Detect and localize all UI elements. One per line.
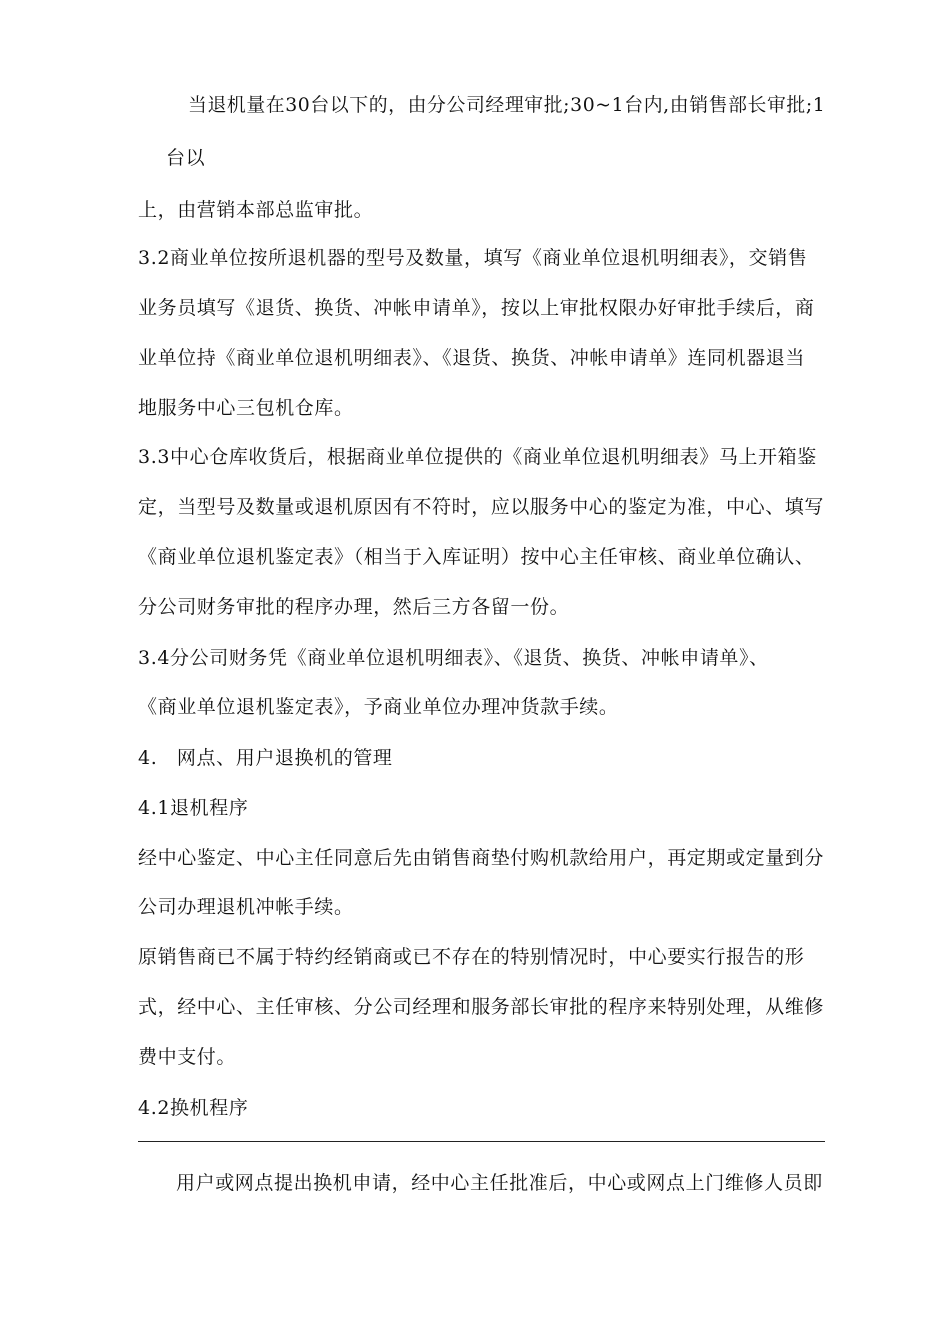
text-line: 《商业单位退机鉴定表》（相当于入库证明）按中心主任审核、商业单位确认、 [138, 546, 815, 568]
text-line: 业单位持《商业单位退机明细表》、《退货、换货、冲帐申请单》连同机器退当 [138, 347, 806, 369]
horizontal-rule [138, 1141, 825, 1142]
text-line: 分公司财务审批的程序办理，然后三方各留一份。 [138, 596, 570, 618]
text-line: 3.4分公司财务凭《商业单位退机明细表》、《退货、换货、冲帐申请单》、 [138, 647, 769, 669]
subsection-heading: 4.2换机程序 [138, 1097, 249, 1119]
text-line: 3.2商业单位按所退机器的型号及数量，填写《商业单位退机明细表》，交销售 [138, 247, 808, 269]
text-line: 费中支付。 [138, 1046, 237, 1068]
text-line: 当退机量在30台以下的，由分公司经理审批;30~1台内,由销售部长审批;1 [188, 95, 826, 116]
text-line: 原销售商已不属于特约经销商或已不存在的特别情况时，中心要实行报告的形 [138, 946, 805, 968]
text-line: 上，由营销本部总监审批。 [138, 199, 374, 221]
subsection-heading: 4.1退机程序 [138, 797, 249, 819]
text-line: 台以 [166, 147, 206, 169]
text-line: 式，经中心、主任审核、分公司经理和服务部长审批的程序来特别处理，从维修 [138, 996, 825, 1018]
text-line: 地服务中心三包机仓库。 [138, 397, 354, 419]
text-line: 定，当型号及数量或退机原因有不符时，应以服务中心的鉴定为准，中心、填写 [138, 496, 825, 518]
section-heading: 4. 网点、用户退换机的管理 [138, 747, 393, 769]
text-line: 经中心鉴定、中心主任同意后先由销售商垫付购机款给用户，再定期或定量到分 [138, 847, 825, 869]
text-line: 公司办理退机冲帐手续。 [138, 896, 354, 918]
text-line: 业务员填写《退货、换货、冲帐申请单》，按以上审批权限办好审批手续后，商 [138, 297, 815, 319]
text-line: 《商业单位退机鉴定表》，予商业单位办理冲货款手续。 [138, 696, 619, 718]
text-line: 用户或网点提出换机申请，经中心主任批准后，中心或网点上门维修人员即 [176, 1172, 823, 1194]
text-line: 3.3中心仓库收货后，根据商业单位提供的《商业单位退机明细表》马上开箱鉴 [138, 446, 817, 468]
